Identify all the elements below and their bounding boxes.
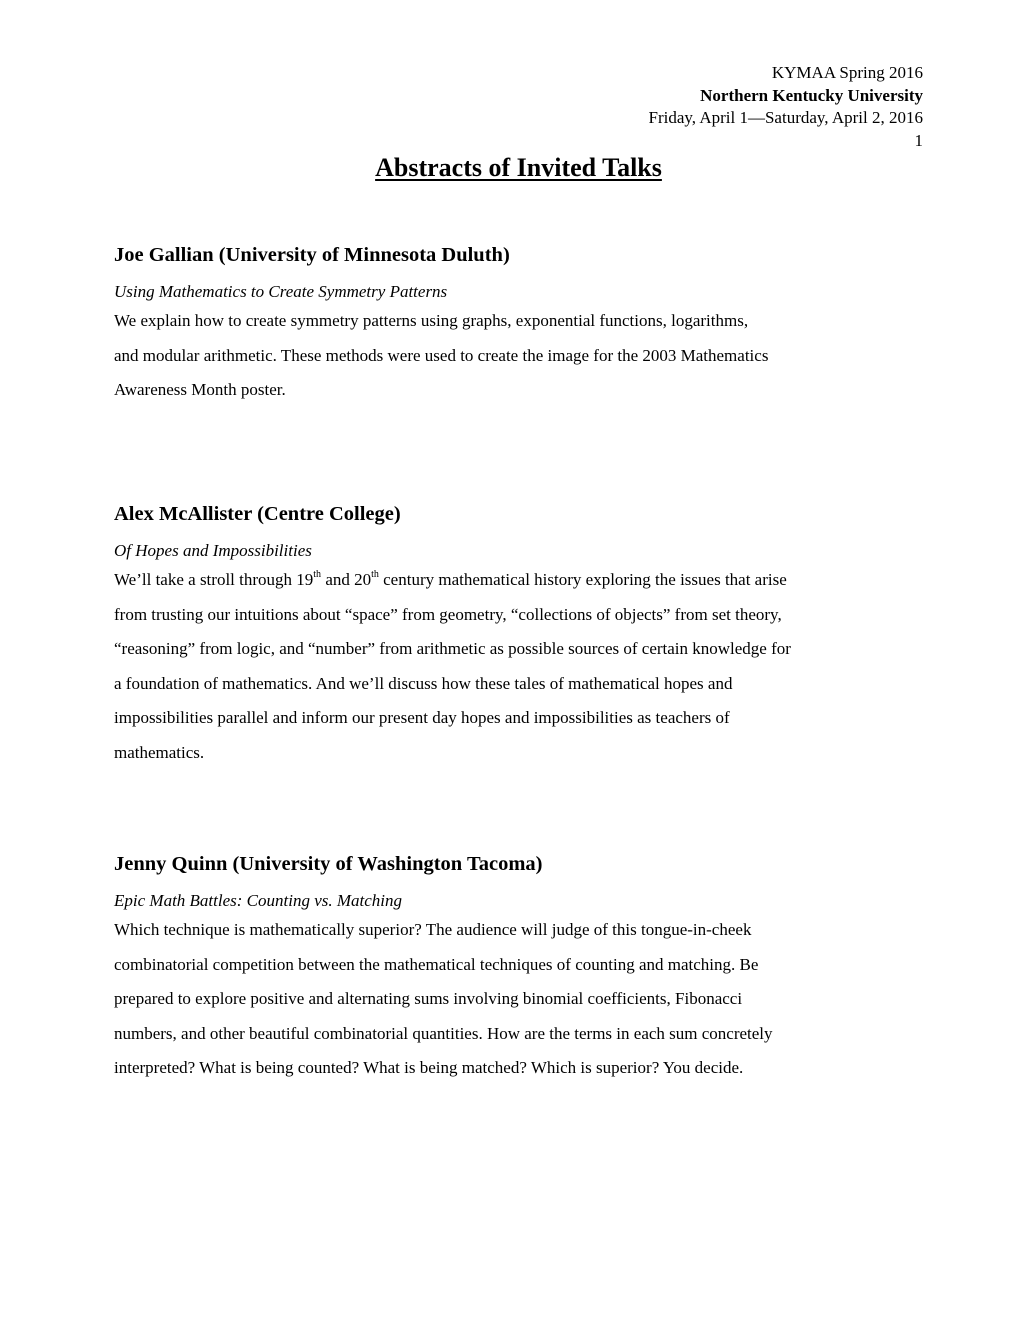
page-header <box>649 62 924 152</box>
abstract-line: mathematics. <box>114 742 205 762</box>
talk-title: Epic Math Battles: Counting vs. Matching <box>114 891 403 910</box>
conference-name: KYMAA Spring 2016 <box>771 63 923 82</box>
page-title: Abstracts of Invited Talks <box>375 153 662 182</box>
abstract-line <box>114 563 914 598</box>
talk-quinn <box>114 850 914 1086</box>
abstract-line: Awareness Month poster. <box>114 380 286 399</box>
abstract-text: century mathematical history exploring the issues that arise <box>378 570 787 589</box>
abstract-line: combinatorial competition between the mathematical techniques of counting and matching. Be <box>114 954 759 974</box>
abstract-text: We’ll take a stroll through 19 <box>114 570 314 589</box>
abstract-text: and 20 <box>321 570 372 589</box>
talk-speaker: Joe Gallian (University of Minnesota Duluth) <box>114 244 510 266</box>
abstract-line: impossibilities parallel and inform our present day hopes and impossibilities as teachers of <box>114 708 730 727</box>
abstract-line: and modular arithmetic. These methods were used to create the image for the 2003 Mathematics <box>114 345 769 365</box>
abstract-line: “reasoning” from logic, and “number” from arithmetic as possible sources of certain knowledge for <box>114 639 791 658</box>
abstract-line: prepared to explore positive and alternating sums involving binomial coefficients, Fibonacci <box>114 989 743 1008</box>
ordinal-suffix: th <box>371 569 379 580</box>
talk-abstract <box>114 913 914 1086</box>
ordinal-suffix: th <box>313 569 322 580</box>
abstract-line: a foundation of mathematics. And we’ll discuss how these tales of mathematical hopes and <box>114 673 733 693</box>
talk-title: Using Mathematics to Create Symmetry Patterns <box>114 282 448 301</box>
talk-mcallister <box>114 500 914 770</box>
page-number: 1 <box>914 130 923 150</box>
talk-gallian <box>114 241 914 408</box>
abstract-line: We explain how to create symmetry patterns using graphs, exponential functions, logarithms, <box>114 311 749 330</box>
talk-speaker: Alex McAllister (Centre College) <box>114 503 401 525</box>
talk-speaker: Jenny Quinn (University of Washington Tacoma) <box>114 853 543 875</box>
university-name: Northern Kentucky University <box>700 85 923 105</box>
talk-title: Of Hopes and Impossibilities <box>114 541 312 560</box>
abstract-line: numbers, and other beautiful combinatorial quantities. How are the terms in each sum concretely <box>114 1023 773 1043</box>
conference-dates: Friday, April 1—Saturday, April 2, 2016 <box>648 108 923 127</box>
talk-abstract <box>114 304 914 408</box>
talk-abstract <box>114 563 914 770</box>
abstract-line: from trusting our intuitions about “space” from geometry, “collections of objects” from set theory, <box>114 604 782 624</box>
abstract-line: interpreted? What is being counted? What is being matched? Which is superior? You decide. <box>114 1058 744 1077</box>
abstract-line: Which technique is mathematically superior? The audience will judge of this tongue-in-cheek <box>114 920 752 939</box>
